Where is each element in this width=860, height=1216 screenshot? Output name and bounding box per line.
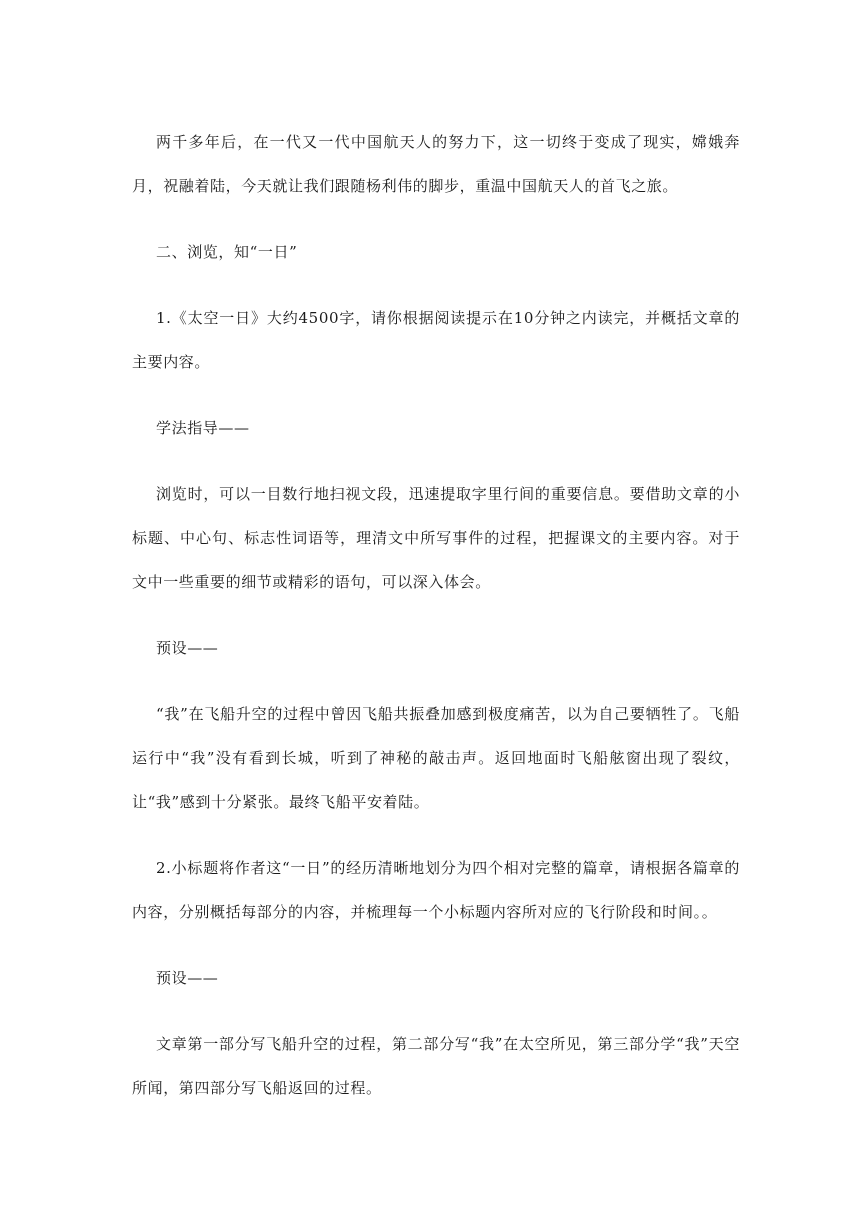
paragraph-intro: 两千多年后，在一代又一代中国航天人的努力下，这一切终于变成了现实，嫦娥奔月，祝融着陆，今天就让我们跟随杨利伟的脚步，重温中国航天人的首飞之旅。	[132, 133, 740, 195]
paragraph-gap	[132, 384, 740, 406]
paragraph-gap	[132, 1000, 740, 1022]
preset-label-1: 预设——	[156, 639, 219, 657]
paragraph-gap	[132, 208, 740, 230]
paragraph-gap	[132, 824, 740, 846]
paragraph-gap	[132, 450, 740, 472]
method-guide-text: 浏览时，可以一目数行地扫视文段，迅速提取字里行间的重要信息。要借助文章的小标题、中心句、标志性词语等，理清文中所写事件的过程，把握课文的主要内容。对于文中一些重要的细节或精彩的语句，可以深入体会。	[132, 485, 740, 591]
method-guide-label: 学法指导——	[156, 419, 250, 437]
paragraph-gap	[132, 670, 740, 692]
question-1: 1.《太空一日》大约4500字，请你根据阅读提示在10分钟之内读完，并概括文章的主要内容。	[132, 309, 740, 371]
paragraph-gap	[132, 604, 740, 626]
paragraph-gap	[132, 934, 740, 956]
preset-answer-1: “我”在飞船升空的过程中曾因飞船共振叠加感到极度痛苦，以为自己要牺牲了。飞船运行中“我”没有看到长城，听到了神秘的敲击声。返回地面时飞船舷窗出现了裂纹，让“我”感到十分紧张。最终飞船平安着陆。	[132, 705, 740, 811]
document-body	[132, 120, 740, 1110]
preset-label-2: 预设——	[156, 969, 219, 987]
paragraph-gap	[132, 274, 740, 296]
section-heading-browse: 二、浏览，知“一日”	[156, 243, 298, 261]
question-2: 2.小标题将作者这“一日”的经历清晰地划分为四个相对完整的篇章，请根据各篇章的内容，分别概括每部分的内容，并梳理每一个小标题内容所对应的飞行阶段和时间。。	[132, 859, 740, 921]
preset-answer-2: 文章第一部分写飞船升空的过程，第二部分写“我”在太空所见，第三部分学“我”天空所闻，第四部分写飞船返回的过程。	[132, 1035, 740, 1097]
